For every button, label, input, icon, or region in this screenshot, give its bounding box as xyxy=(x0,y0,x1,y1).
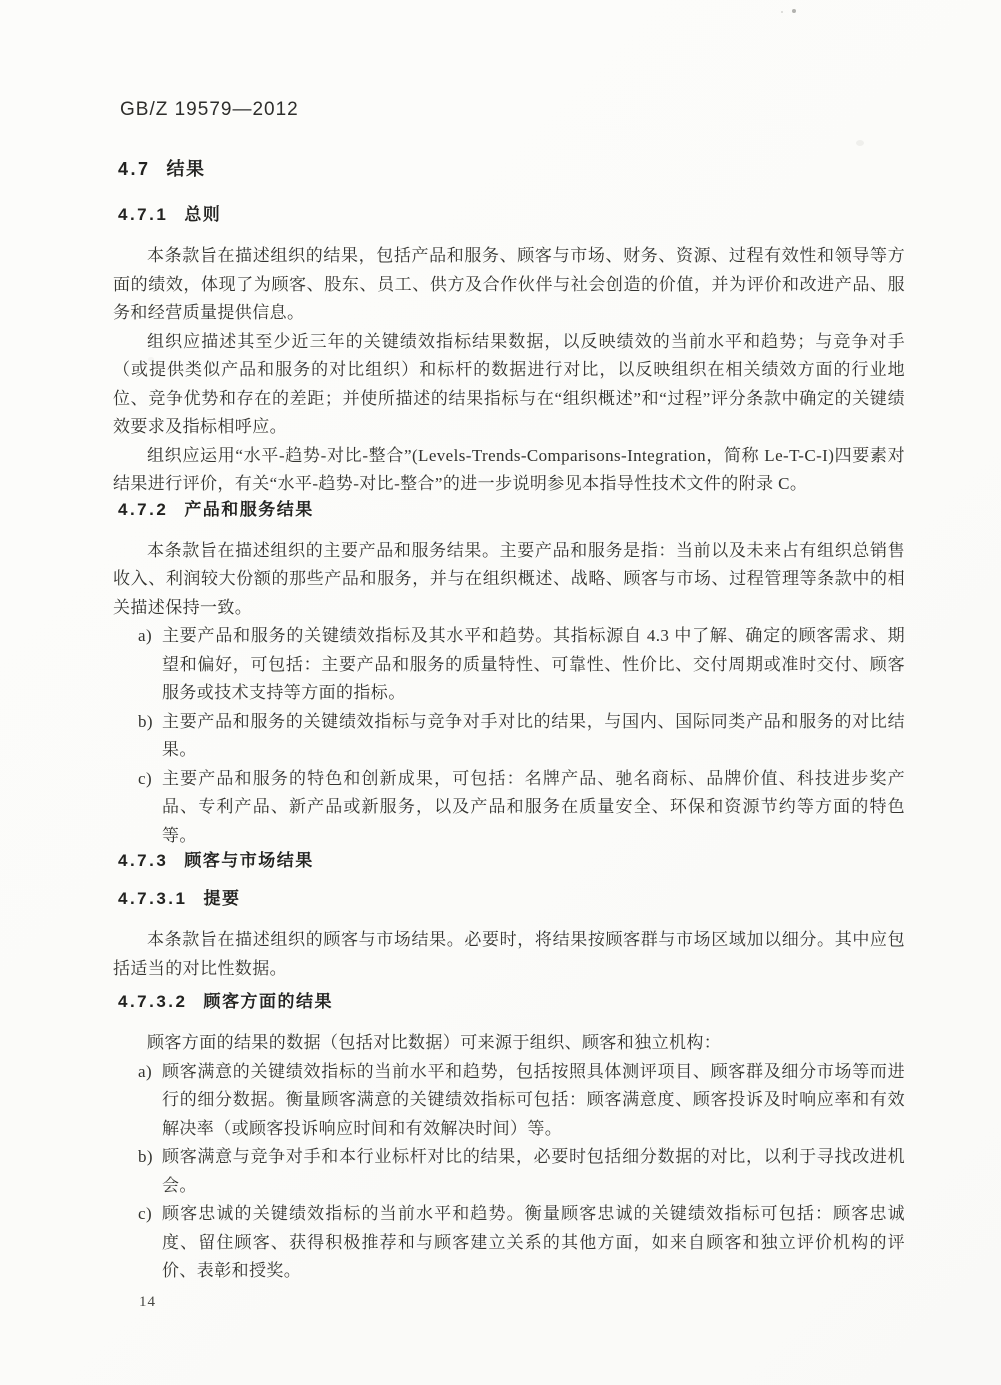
section-number: 4.7.2 xyxy=(118,499,169,519)
paragraph: 组织应描述其至少近三年的关键绩效指标结果数据，以反映绩效的当前水平和趋势；与竞争对手（或提供类似产品和服务的对比组织）和标杆的数据进行对比，以反映组织在相关绩效方面的行业地位、竞争优势和存在的差距；并使所描述的结果指标与在“组织概述”和“过程”评分条款中确定的关键绩效要求及指标相呼应。 xyxy=(113,331,905,436)
section-heading-4.7.1 xyxy=(118,204,905,226)
page-number: 14 xyxy=(139,1294,156,1310)
list-item-c xyxy=(113,1200,905,1286)
list-marker: b) xyxy=(138,711,153,731)
section-number: 4.7.3 xyxy=(118,851,169,870)
section-number: 4.7.3.2 xyxy=(118,992,188,1011)
section-heading-4.7.3.1 xyxy=(118,888,905,910)
list-item-a xyxy=(113,622,905,708)
scan-speckle xyxy=(856,140,864,146)
scan-speckle xyxy=(792,9,796,13)
list-item-text: 主要产品和服务的关键绩效指标及其水平和趋势。其指标源自 4.3 中了解、确定的顾客需求、期望和偏好，可包括：主要产品和服务的质量特性、可靠性、性价比、交付周期或准时交付、顾客服务或技术支持等方面的指标。 xyxy=(162,626,905,702)
paragraph: 本条款旨在描述组织的结果，包括产品和服务、顾客与市场、财务、资源、过程有效性和领导等方面的绩效，体现了为顾客、股东、员工、供方及合作伙伴与社会创造的价值，并为评价和改进产品、服务和经营质量提供信息。 xyxy=(113,246,905,322)
paragraph: 本条款旨在描述组织的顾客与市场结果。必要时，将结果按顾客群与市场区域加以细分。其中应包括适当的对比性数据。 xyxy=(113,930,905,978)
section-title: 产品和服务结果 xyxy=(184,499,314,519)
standard-number: GB/Z 19579—2012 xyxy=(120,99,299,120)
paragraph: 本条款旨在描述组织的主要产品和服务结果。主要产品和服务是指：当前以及未来占有组织总销售收入、利润较大份额的那些产品和服务，并与在组织概述、战略、顾客与市场、过程管理等条款中的相关描述保持一致。 xyxy=(113,540,905,617)
list-marker: a) xyxy=(138,626,153,645)
list-item-b xyxy=(113,1143,905,1200)
section-number: 4.7.1 xyxy=(118,205,169,224)
section-title: 总则 xyxy=(184,205,222,224)
section-heading-4.7 xyxy=(118,158,905,180)
section-heading-4.7.3.2 xyxy=(118,991,905,1013)
list-item-text: 主要产品和服务的关键绩效指标与竞争对手对比的结果，与国内、国际同类产品和服务的对比结果。 xyxy=(162,711,905,759)
list-marker: c) xyxy=(138,1204,153,1223)
list-item-b xyxy=(113,708,905,765)
list-item-text: 顾客满意与竞争对手和本行业标杆对比的结果，必要时包括细分数据的对比，以利于寻找改进机会。 xyxy=(162,1147,905,1195)
list-marker: c) xyxy=(138,768,153,788)
section-title: 提要 xyxy=(203,889,241,908)
paragraph: 顾客方面的结果的数据（包括对比数据）可来源于组织、顾客和独立机构： xyxy=(147,1033,722,1052)
section-heading-4.7.3 xyxy=(118,850,905,872)
section-number: 4.7.3.1 xyxy=(118,889,188,908)
paragraph: 组织应运用“水平-趋势-对比-整合”(Levels-Trends-Comparisons-Integration，简称 Le-T-C-I)四要素对结果进行评价，有关“水平-趋势-对比-整合”的进一步说明参见本指导性技术文件的附录 C。 xyxy=(113,445,905,493)
section-heading-4.7.2 xyxy=(118,499,905,521)
list-item-text: 顾客忠诚的关键绩效指标的当前水平和趋势。衡量顾客忠诚的关键绩效指标可包括：顾客忠诚度、留住顾客、获得积极推荐和与顾客建立关系的其他方面，如来自顾客和独立评价机构的评价、表彰和授奖。 xyxy=(162,1204,905,1280)
list-item-c xyxy=(113,765,905,851)
section-title: 结果 xyxy=(166,159,206,179)
list-marker: a) xyxy=(138,1061,153,1081)
scan-speckle xyxy=(781,11,783,13)
list-item-a xyxy=(113,1058,905,1144)
section-number: 4.7 xyxy=(118,159,151,179)
section-title: 顾客与市场结果 xyxy=(184,851,314,870)
list-item-text: 主要产品和服务的特色和创新成果，可包括：名牌产品、驰名商标、品牌价值、科技进步奖产品、专利产品、新产品或新服务，以及产品和服务在质量安全、环保和资源节约等方面的特色等。 xyxy=(162,768,905,845)
list-marker: b) xyxy=(138,1147,153,1166)
document-body xyxy=(113,158,905,1286)
section-title: 顾客方面的结果 xyxy=(203,992,333,1011)
list-item-text: 顾客满意的关键绩效指标的当前水平和趋势，包括按照具体测评项目、顾客群及细分市场等而进行的细分数据。衡量顾客满意的关键绩效指标可包括：顾客满意度、顾客投诉及时响应率和有效解决率（或顾客投诉响应时间和有效解决时间）等。 xyxy=(162,1061,905,1138)
